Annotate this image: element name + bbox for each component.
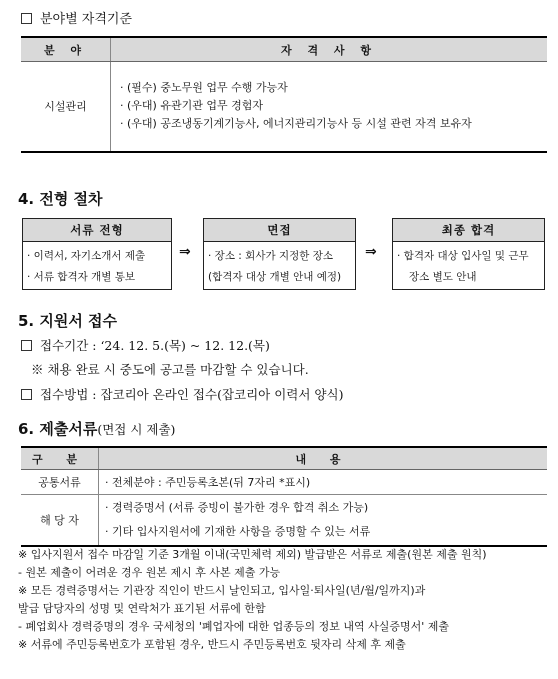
method-text: 접수방법 : 잡코리아 온라인 접수(잡코리아 이력서 양식) — [40, 387, 344, 402]
docs-header-content: 내 용 — [99, 447, 548, 470]
qual-item: · (필수) 중노무원 업무 수행 가능자 — [120, 81, 288, 95]
step-title: 최종 합격 — [393, 219, 544, 242]
section6-title-suffix: (면접 시 제출) — [97, 422, 176, 437]
checkbox-icon — [21, 13, 32, 24]
note: ※ 모든 경력증명서는 기관장 직인이 반드시 날인되고, 입사일·퇴사일(년/월/일까지)과 — [18, 584, 426, 597]
docs-item: · 기타 입사지원서에 기재한 사항을 증명할 수 있는 서류 — [105, 525, 371, 538]
note: ※ 서류에 주민등록번호가 포함된 경우, 반드시 주민등록번호 뒷자리 삭제 후 제출 — [18, 638, 406, 651]
section6-title: 6. 제출서류 — [18, 420, 98, 438]
qual-items-cell — [111, 62, 548, 152]
checkbox-icon — [21, 389, 32, 400]
note: - 원본 제출이 어려운 경우 원본 제시 후 사본 제출 가능 — [18, 566, 281, 579]
docs-header-category: 구 분 — [21, 447, 99, 470]
qual-item: · (우대) 공조냉동기계기능사, 에너지관리기능사 등 시설 관련 자격 보유자 — [120, 117, 472, 131]
qual-section-title: 분야별 자격기준 — [40, 12, 133, 27]
docs-items-cell — [99, 495, 548, 547]
arrow-icon: ⇒ — [365, 244, 377, 260]
step-title: 면접 — [204, 219, 355, 242]
period-text: 접수기간 : ‘24. 12. 5.(목) ~ 12. 12.(목) — [40, 338, 270, 353]
qual-item: · (우대) 유관기관 업무 경험자 — [120, 99, 263, 113]
section5-title: 5. 지원서 접수 — [18, 312, 118, 330]
period-note: ※ 채용 완료 시 중도에 공고를 마감할 수 있습니다. — [31, 362, 309, 377]
qual-header-qual: 자 격 사 항 — [111, 37, 548, 62]
step-title: 서류 전형 — [23, 219, 171, 242]
qual-field: 시설관리 — [21, 62, 111, 152]
note: ※ 입사지원서 접수 마감일 기준 3개월 이내(국민체력 제외) 발급받은 서류로 제출(원본 제출 원칙) — [18, 548, 487, 561]
docs-category: 공통서류 — [21, 470, 99, 495]
step-line: · 이력서, 자기소개서 제출 — [27, 250, 146, 262]
step-box-final — [392, 218, 545, 290]
step-line: · 합격자 대상 입사일 및 근무 — [397, 250, 529, 262]
method-line — [21, 385, 343, 403]
qual-header-field: 분 야 — [21, 37, 111, 62]
qual-table — [21, 36, 547, 153]
step-line: 장소 별도 안내 — [409, 271, 477, 283]
step-line: · 장소 : 회사가 지정한 장소 — [208, 250, 333, 262]
qual-section-heading — [21, 8, 132, 27]
step-line: (합격자 대상 개별 안내 예정) — [208, 271, 342, 283]
step-box-document — [22, 218, 172, 290]
checkbox-icon — [21, 340, 32, 351]
docs-item: · 전체분야 : 주민등록초본(뒤 7자리 *표시) — [99, 470, 548, 495]
section4-title: 4. 전형 절차 — [18, 190, 103, 208]
docs-table — [21, 446, 547, 547]
step-box-interview — [203, 218, 356, 290]
docs-category: 해 당 자 — [21, 495, 99, 547]
note: 발급 담당자의 성명 및 연락처가 표기된 서류에 한함 — [18, 602, 266, 615]
note: - 폐업회사 경력증명의 경우 국세청의 '폐업자에 대한 업종등의 정보 내역 사실증명서' 제출 — [18, 620, 450, 633]
step-line: · 서류 합격자 개별 통보 — [27, 271, 135, 283]
section6-heading — [18, 418, 175, 439]
arrow-icon: ⇒ — [179, 244, 191, 260]
docs-item: · 경력증명서 (서류 증빙이 불가한 경우 합격 취소 가능) — [105, 501, 369, 514]
period-line — [21, 336, 270, 354]
